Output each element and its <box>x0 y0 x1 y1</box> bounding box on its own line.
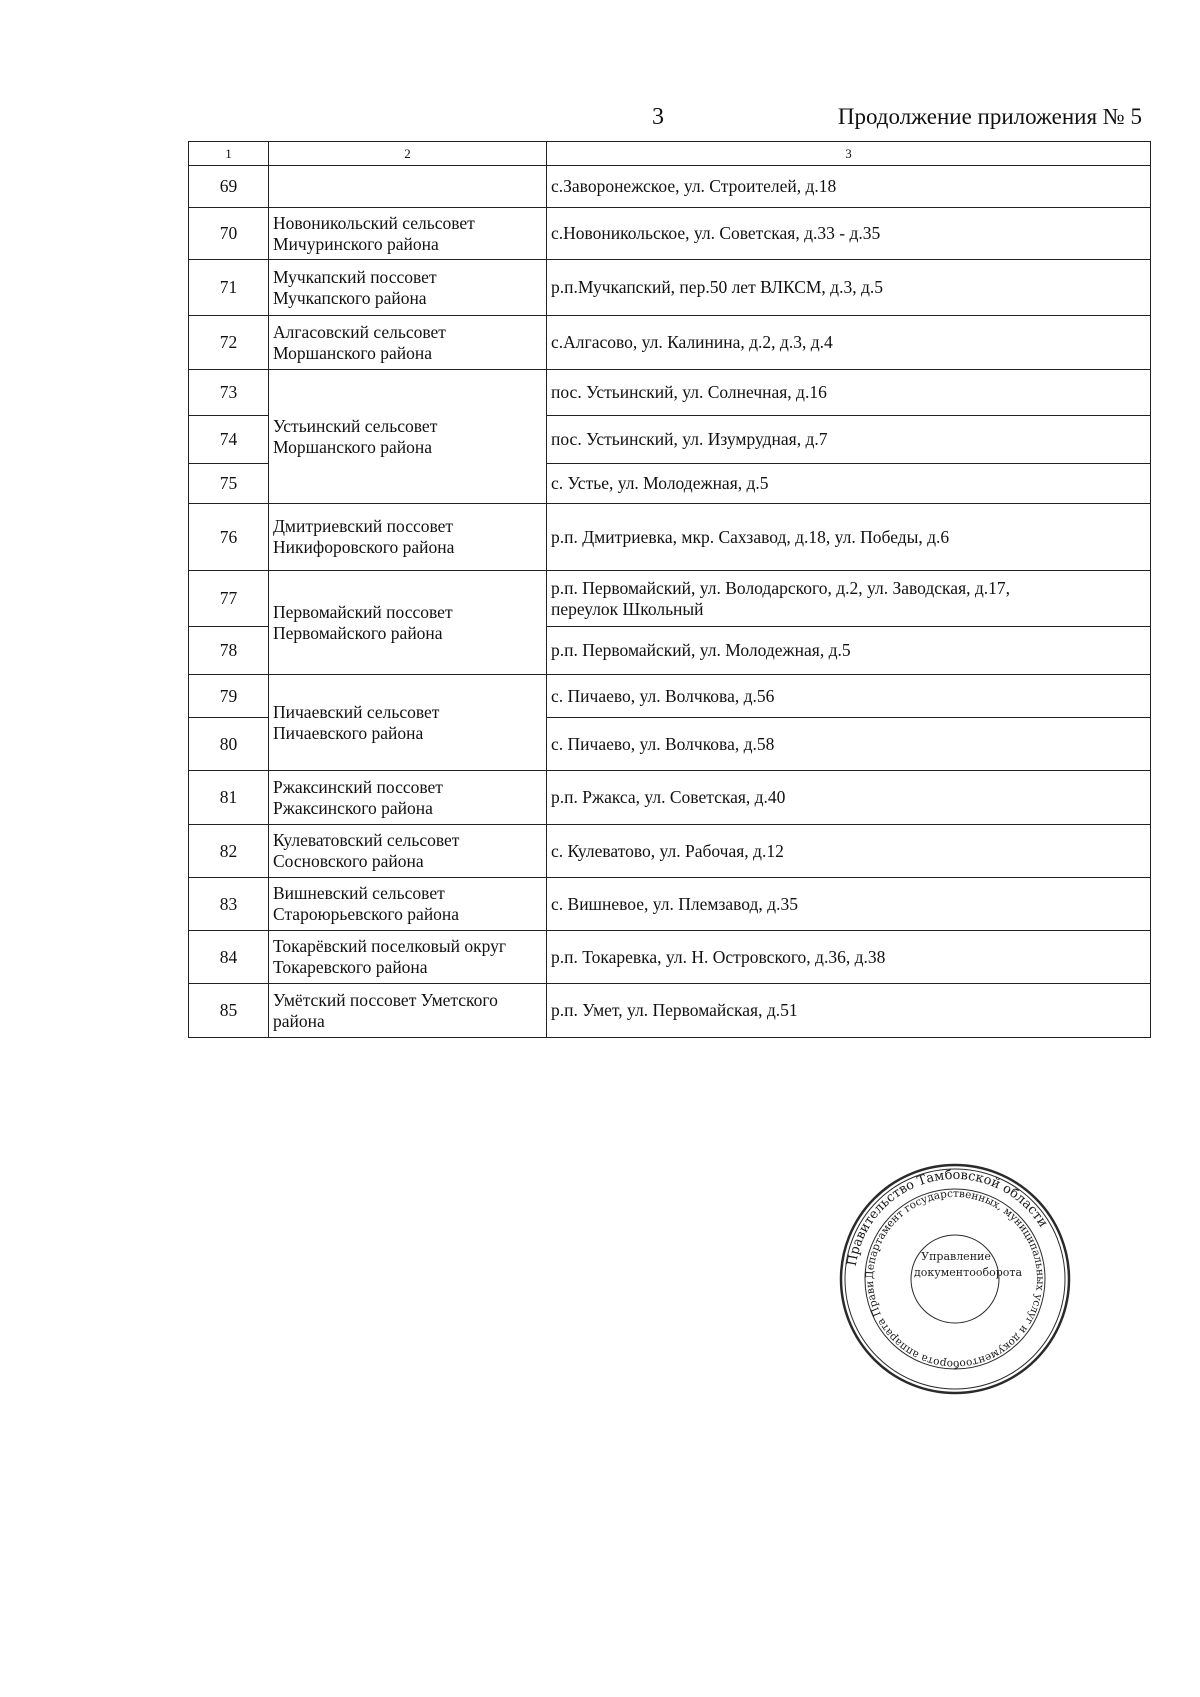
address: с. Пичаево, ул. Волчкова, д.56 <box>547 675 1151 718</box>
row-number: 74 <box>189 416 269 464</box>
row-number: 75 <box>189 464 269 504</box>
table-row <box>189 571 1151 627</box>
seal-outer-text: Правительство Тамбовской области <box>844 1167 1051 1268</box>
row-number: 76 <box>189 504 269 571</box>
municipality-name: Пичаевский сельсовет Пичаевского района <box>269 675 547 771</box>
table-row <box>189 316 1151 370</box>
municipality-name: Вишневский сельсовет Староюрьевского района <box>269 878 547 931</box>
address: с. Пичаево, ул. Волчкова, д.58 <box>547 718 1151 771</box>
address: пос. Устьинский, ул. Солнечная, д.16 <box>547 370 1151 416</box>
municipality-name: Токарёвский поселковый округ Токаревского района <box>269 931 547 984</box>
table-row <box>189 675 1151 718</box>
address: с.Алгасово, ул. Калинина, д.2, д.3, д.4 <box>547 316 1151 370</box>
municipality-name: Новоникольский сельсовет Мичуринского района <box>269 208 547 260</box>
row-number: 85 <box>189 984 269 1038</box>
table-row <box>189 504 1151 571</box>
address: р.п. Дмитриевка, мкр. Сахзавод, д.18, ул. Победы, д.6 <box>547 504 1151 571</box>
municipality-name: Мучкапский поссовет Мучкапского района <box>269 260 547 316</box>
address: р.п. Первомайский, ул. Володарского, д.2, ул. Заводская, д.17, переулок Школьный <box>547 571 1151 627</box>
row-number: 80 <box>189 718 269 771</box>
address: с.Заворонежское, ул. Строителей, д.18 <box>547 166 1151 208</box>
address: р.п. Токаревка, ул. Н. Островского, д.36, д.38 <box>547 931 1151 984</box>
municipality-name: Умётский поссовет Уметского района <box>269 984 547 1038</box>
row-number: 79 <box>189 675 269 718</box>
address: пос. Устьинский, ул. Изумрудная, д.7 <box>547 416 1151 464</box>
table-row <box>189 771 1151 825</box>
address: с. Устье, ул. Молодежная, д.5 <box>547 464 1151 504</box>
table-row <box>189 825 1151 878</box>
address: р.п. Первомайский, ул. Молодежная, д.5 <box>547 627 1151 675</box>
municipality-name: Ржаксинский поссовет Ржаксинского района <box>269 771 547 825</box>
seal-center-text: Управление документооборота <box>914 1250 1023 1279</box>
address: р.п. Ржакса, ул. Советская, д.40 <box>547 771 1151 825</box>
row-number: 70 <box>189 208 269 260</box>
row-number: 71 <box>189 260 269 316</box>
row-number: 83 <box>189 878 269 931</box>
table-row <box>189 370 1151 416</box>
table-row <box>189 878 1151 931</box>
address: р.п.Мучкапский, пер.50 лет ВЛКСМ, д.3, д.5 <box>547 260 1151 316</box>
address: р.п. Умет, ул. Первомайская, д.51 <box>547 984 1151 1038</box>
column-header: 3 <box>547 142 1151 166</box>
municipality-name: Кулеватовский сельсовет Сосновского района <box>269 825 547 878</box>
address: с. Кулеватово, ул. Рабочая, д.12 <box>547 825 1151 878</box>
municipality-name: Первомайский поссовет Первомайского района <box>269 571 547 675</box>
page-number: 3 <box>652 104 664 130</box>
seal-inner-text: Департамент государственных, муниципальных услуг и документооборота аппарата Прави <box>863 1187 1047 1371</box>
table-row <box>189 260 1151 316</box>
column-header: 2 <box>269 142 547 166</box>
column-header: 1 <box>189 142 269 166</box>
appendix-table <box>188 141 1151 1038</box>
table-row <box>189 166 1151 208</box>
official-seal <box>838 1162 1072 1396</box>
table-row <box>189 208 1151 260</box>
row-number: 84 <box>189 931 269 984</box>
table-header-row <box>189 142 1151 166</box>
row-number: 73 <box>189 370 269 416</box>
row-number: 82 <box>189 825 269 878</box>
row-number: 72 <box>189 316 269 370</box>
municipality-name: Дмитриевский поссовет Никифоровского района <box>269 504 547 571</box>
continuation-label: Продолжение приложения № 5 <box>837 104 1142 129</box>
row-number: 78 <box>189 627 269 675</box>
table-row <box>189 984 1151 1038</box>
municipality-name: Устьинский сельсовет Моршанского района <box>269 370 547 504</box>
municipality-name: Алгасовский сельсовет Моршанского района <box>269 316 547 370</box>
table-row <box>189 931 1151 984</box>
row-number: 77 <box>189 571 269 627</box>
address: с.Новоникольское, ул. Советская, д.33 - д.35 <box>547 208 1151 260</box>
address: с. Вишневое, ул. Племзавод, д.35 <box>547 878 1151 931</box>
row-number: 81 <box>189 771 269 825</box>
row-number: 69 <box>189 166 269 208</box>
municipality-name <box>269 166 547 208</box>
